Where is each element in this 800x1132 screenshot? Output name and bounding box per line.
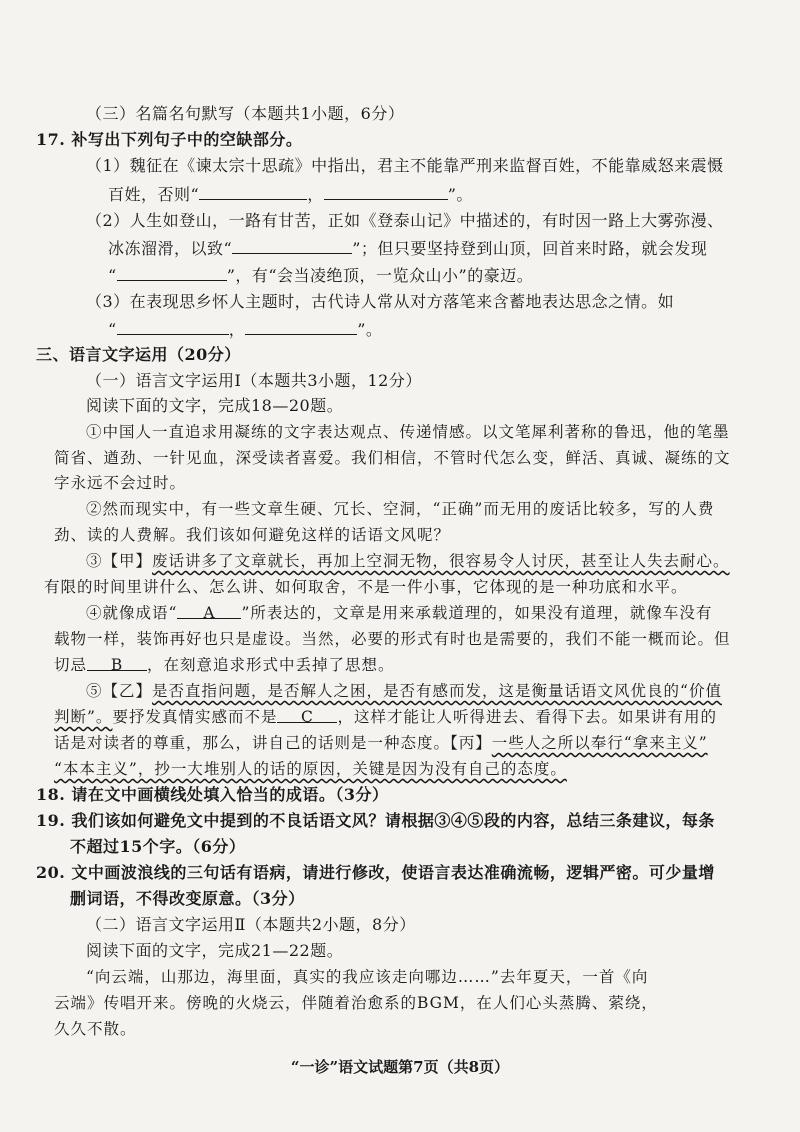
passage-para-1: 字永远不会过时。 [54, 474, 187, 492]
q17-item-1-line-2: 百姓，否则“ ， ”。 [108, 181, 473, 208]
passage-para-5: 话是对读者的尊重，那么，讲自己的话则是一种态度。【丙】一些人之所以奉行“拿来主义” [54, 734, 708, 752]
answer-blank[interactable] [199, 181, 307, 200]
idiom-blank-b[interactable]: B [87, 652, 147, 671]
answer-blank[interactable] [245, 316, 357, 335]
wavy-sentence-yi: 是否直指问题，是否解人之困，是否有感而发，这是衡量话语文风优良的“价值 [152, 682, 722, 700]
passage-para-4: ④就像成语“ A ”所表达的，文章是用来承载道理的，如果没有道理，就像车没有 [86, 600, 712, 626]
passage-para-4: 切忌 B ，在刻意追求形式中丢掉了思想。 [54, 652, 395, 678]
idiom-blank-c[interactable]: C [277, 704, 337, 723]
page-footer: “一诊”语文试题第7页（共8页） [290, 1058, 510, 1076]
passage-para-3: ③【甲】废话讲多了文章就长，再加上空洞无物，很容易令人讨厌，甚至让人失去耐心。 [86, 552, 730, 570]
answer-blank[interactable] [117, 316, 229, 335]
passage-para-3: 有限的时间里讲什么、怎么讲、如何取舍，不是一件小事，它体现的是一种功底和水平。 [44, 578, 688, 596]
question-20: 20. 文中画波浪线的三句话有语病，请进行修改，使语言表达准确流畅，逻辑严密。可少量增 [36, 863, 715, 882]
question-18: 18. 请在文中画横线处填入恰当的成语。（3分） [36, 785, 389, 804]
passage-para-2: 劲、读的人费解。我们该如何避免这样的话语文风呢？ [54, 526, 451, 544]
subsection-heading: （二）语言文字运用Ⅱ（本题共2小题，8分） [86, 915, 416, 934]
answer-blank[interactable] [117, 262, 227, 281]
passage-para-4: 载物一样，装饰再好也只是虚设。当然，必要的形式有时也是需要的，我们不能一概而论。但 [54, 630, 731, 648]
passage-para-1: 简省、遒劲、一针见血，深受读者喜爱。我们相信，不管时代怎么变，鲜活、真诚、凝练的文 [54, 449, 731, 467]
reading-instruction: 阅读下面的文字，完成18—20题。 [86, 396, 344, 415]
q17-item-2-line-2: 冰冻溜滑，以致“ ”；但只要坚持登到山顶，回首来时路，就会发现 [108, 235, 707, 262]
question-20: 删词语，不得改变原意。（3分） [70, 889, 305, 908]
q17-item-2-line-1: （2）人生如登山，一路有甘苦，正如《登泰山记》中描述的，有时因一路上大雾弥漫、 [86, 211, 724, 230]
section-heading: （三）名篇名句默写（本题共1小题，6分） [86, 104, 405, 123]
passage-para-6: “向云端，山那边，海里面，真实的我应该走向哪边……”去年夏天，一首《向 [86, 968, 649, 986]
part-heading: 三、语言文字运用（20分） [36, 345, 241, 364]
passage-para-5: ⑤【乙】是否直指问题，是否解人之困，是否有感而发，这是衡量话语文风优良的“价值 [86, 682, 722, 700]
q17-item-1-line-1: （1）魏征在《谏太宗十思疏》中指出，君主不能靠严刑来监督百姓，不能靠威怒来震慑 [86, 156, 724, 175]
passage-para-2: ②然而现实中，有一些文章生硬、冗长、空洞，“正确”而无用的废话比较多，写的人费 [86, 500, 715, 518]
q17-item-3-line-1: （3）在表现思乡怀人主题时，古代诗人常从对方落笔来含蓄地表达思念之情。如 [86, 292, 675, 311]
passage-para-1: ①中国人一直追求用凝练的文字表达观点、传递情感。以文笔犀利著称的鲁迅，他的笔墨 [86, 423, 730, 441]
answer-blank[interactable] [324, 181, 448, 200]
subsection-heading: （一）语言文字运用Ⅰ（本题共3小题，12分） [86, 371, 422, 390]
q17-item-3-line-2: “ ， ”。 [108, 316, 382, 343]
wavy-sentence-jia: 废话讲多了文章就长，再加上空洞无物， [152, 552, 450, 570]
passage-para-6: 云端》传唱开来。傍晚的火烧云，伴随着治愈系的BGM，在人们心头蒸腾、萦绕， [54, 994, 658, 1012]
wavy-sentence-bing: 一些人之所以奉行“拿来主义” [491, 734, 708, 752]
passage-para-6: 久久不散。 [54, 1020, 137, 1038]
reading-instruction: 阅读下面的文字，完成21—22题。 [86, 941, 344, 960]
answer-blank[interactable] [232, 235, 352, 254]
question-19: 19. 我们该如何避免文中提到的不良话语文风？请根据③④⑤段的内容，总结三条建议，每条 [36, 811, 715, 830]
idiom-blank-a[interactable]: A [177, 600, 241, 619]
q17-item-2-line-3: “ ”，有“会当凌绝顶，一览众山小”的豪迈。 [108, 262, 533, 289]
question-17-title: 17. 补写出下列句子中的空缺部分。 [36, 130, 303, 149]
passage-para-5: “本本主义”，抄一大堆别人的话的原因，关键是因为没有自己的态度。 [54, 760, 567, 778]
passage-para-5: 判断”。要抒发真情实感而不是 C ，这样才能让人听得进去、看得下去。如果讲有用的 [54, 704, 717, 730]
question-19: 不超过15个字。（6分） [70, 837, 246, 856]
